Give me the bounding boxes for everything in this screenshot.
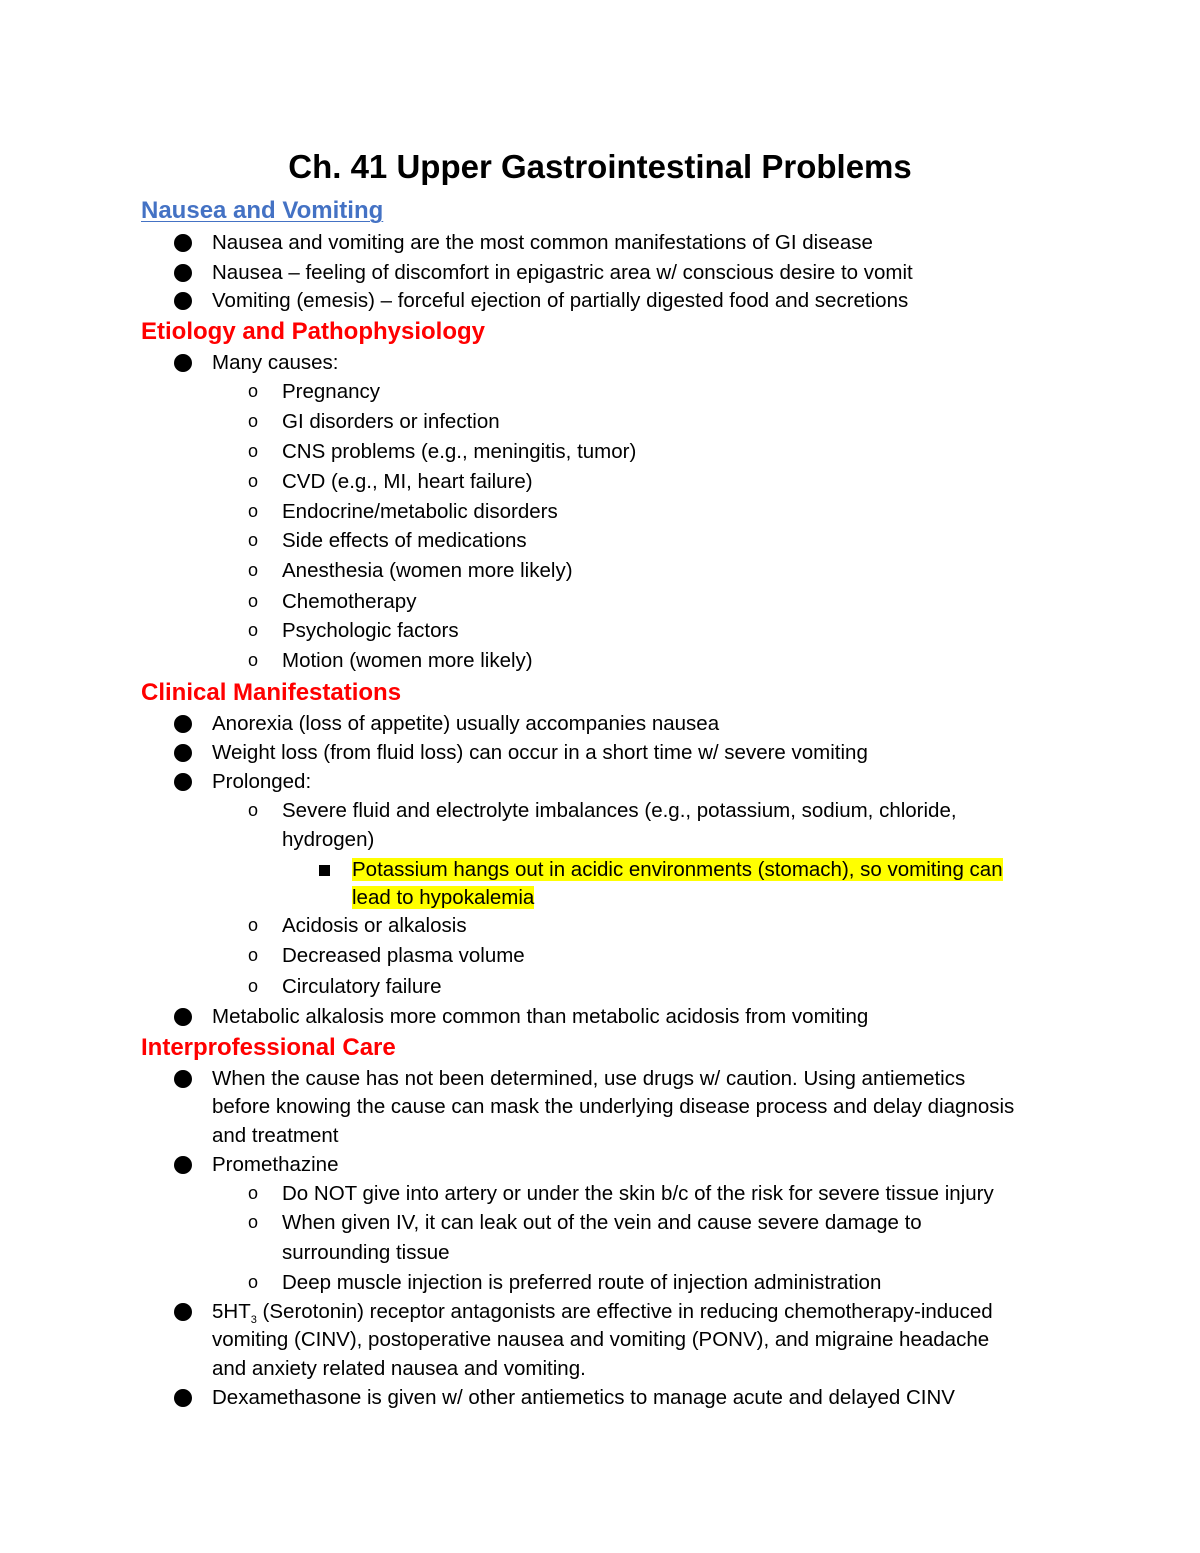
- sub-list-item: Chemotherapy: [282, 590, 417, 613]
- list-item: Weight loss (from fluid loss) can occur in a short time w/ severe vomiting: [212, 741, 868, 764]
- bullet-circle: o: [248, 501, 259, 521]
- sub-list-item: Do NOT give into artery or under the skin b/c of the risk for severe tissue injury: [282, 1182, 994, 1205]
- bullet-disc: [174, 1070, 192, 1088]
- highlight: lead to hypokalemia: [352, 886, 535, 909]
- highlighted-note: [352, 855, 1003, 884]
- list-item: Nausea – feeling of discomfort in epigastric area w/ conscious desire to vomit: [212, 261, 913, 284]
- list-item: Nausea and vomiting are the most common manifestations of GI disease: [212, 231, 873, 254]
- bullet-disc: [174, 1156, 192, 1174]
- list-item-continuation: and treatment: [212, 1124, 339, 1147]
- sub-list-item: Pregnancy: [282, 380, 381, 403]
- bullet-disc: [174, 1008, 192, 1026]
- list-item: Dexamethasone is given w/ other antiemetics to manage acute and delayed CINV: [212, 1386, 955, 1409]
- bullet-circle: o: [248, 915, 259, 935]
- sub-list-item: Endocrine/metabolic disorders: [282, 500, 558, 523]
- bullet-disc: [174, 744, 192, 762]
- bullet-disc: [174, 773, 192, 791]
- list-item: Many causes:: [212, 351, 339, 374]
- bullet-circle: o: [248, 1272, 259, 1292]
- bullet-circle: o: [248, 1183, 259, 1203]
- bullet-disc: [174, 234, 192, 252]
- list-item: When the cause has not been determined, use drugs w/ caution. Using antiemetics: [212, 1067, 966, 1090]
- sub-list-item: Severe fluid and electrolyte imbalances (e.g., potassium, sodium, chloride,: [282, 799, 957, 822]
- bullet-disc: [174, 715, 192, 733]
- bullet-circle: o: [248, 560, 259, 580]
- bullet-disc: [174, 292, 192, 310]
- sub-list-item: Decreased plasma volume: [282, 944, 525, 967]
- heading-clinical-manifestations: Clinical Manifestations: [141, 679, 402, 706]
- ht3-prefix: 5HT: [212, 1300, 251, 1323]
- list-item: Metabolic alkalosis more common than metabolic acidosis from vomiting: [212, 1005, 869, 1028]
- sub-list-item: GI disorders or infection: [282, 410, 500, 433]
- sub-list-item: Motion (women more likely): [282, 649, 533, 672]
- bullet-circle: o: [248, 800, 259, 820]
- heading-nausea-and-vomiting: Nausea and Vomiting: [141, 197, 384, 224]
- sub-list-item: CNS problems (e.g., meningitis, tumor): [282, 440, 637, 463]
- sub-list-item: Deep muscle injection is preferred route of injection administration: [282, 1271, 882, 1294]
- bullet-circle: o: [248, 591, 259, 611]
- bullet-circle: o: [248, 650, 259, 670]
- list-item-continuation: vomiting (CINV), postoperative nausea and vomiting (PONV), and migraine headache: [212, 1328, 990, 1351]
- document-title: Ch. 41 Upper Gastrointestinal Problems: [288, 148, 912, 185]
- list-item: Anorexia (loss of appetite) usually accompanies nausea: [212, 712, 720, 735]
- sub-list-item: CVD (e.g., MI, heart failure): [282, 470, 533, 493]
- list-item: Vomiting (emesis) – forceful ejection of partially digested food and secretions: [212, 289, 909, 312]
- heading-interprofessional-care: Interprofessional Care: [141, 1034, 396, 1061]
- bullet-disc: [174, 1303, 192, 1321]
- bullet-disc: [174, 354, 192, 372]
- bullet-square: [319, 865, 330, 876]
- heading-etiology: Etiology and Pathophysiology: [141, 318, 486, 345]
- bullet-circle: o: [248, 945, 259, 965]
- bullet-circle: o: [248, 1212, 259, 1232]
- bullet-disc: [174, 1389, 192, 1407]
- sub-list-item-continuation: hydrogen): [282, 828, 375, 851]
- bullet-circle: o: [248, 620, 259, 640]
- bullet-disc: [174, 264, 192, 282]
- list-item: Prolonged:: [212, 770, 312, 793]
- sub-list-item: When given IV, it can leak out of the vein and cause severe damage to: [282, 1211, 922, 1234]
- ht3-text: (Serotonin) receptor antagonists are effective in reducing chemotherapy-induced: [256, 1300, 993, 1323]
- ht3-subscript: 3: [250, 1314, 257, 1327]
- bullet-circle: o: [248, 976, 259, 996]
- highlighted-note-continuation: [352, 883, 534, 912]
- highlight: Potassium hangs out in acidic environments (stomach), so vomiting can: [352, 858, 1003, 881]
- bullet-circle: o: [248, 381, 259, 401]
- list-item-continuation: and anxiety related nausea and vomiting.: [212, 1357, 586, 1380]
- sub-list-item: Anesthesia (women more likely): [282, 559, 573, 582]
- list-item-continuation: before knowing the cause can mask the underlying disease process and delay diagnosis: [212, 1095, 1015, 1118]
- sub-list-item: Side effects of medications: [282, 529, 527, 552]
- bullet-circle: o: [248, 471, 259, 491]
- bullet-circle: o: [248, 530, 259, 550]
- bullet-circle: o: [248, 441, 259, 461]
- bullet-circle: o: [248, 411, 259, 431]
- sub-list-item: Psychologic factors: [282, 619, 459, 642]
- list-item: Promethazine: [212, 1153, 339, 1176]
- sub-list-item: Circulatory failure: [282, 975, 442, 998]
- sub-list-item: Acidosis or alkalosis: [282, 914, 467, 937]
- sub-list-item-continuation: surrounding tissue: [282, 1241, 450, 1264]
